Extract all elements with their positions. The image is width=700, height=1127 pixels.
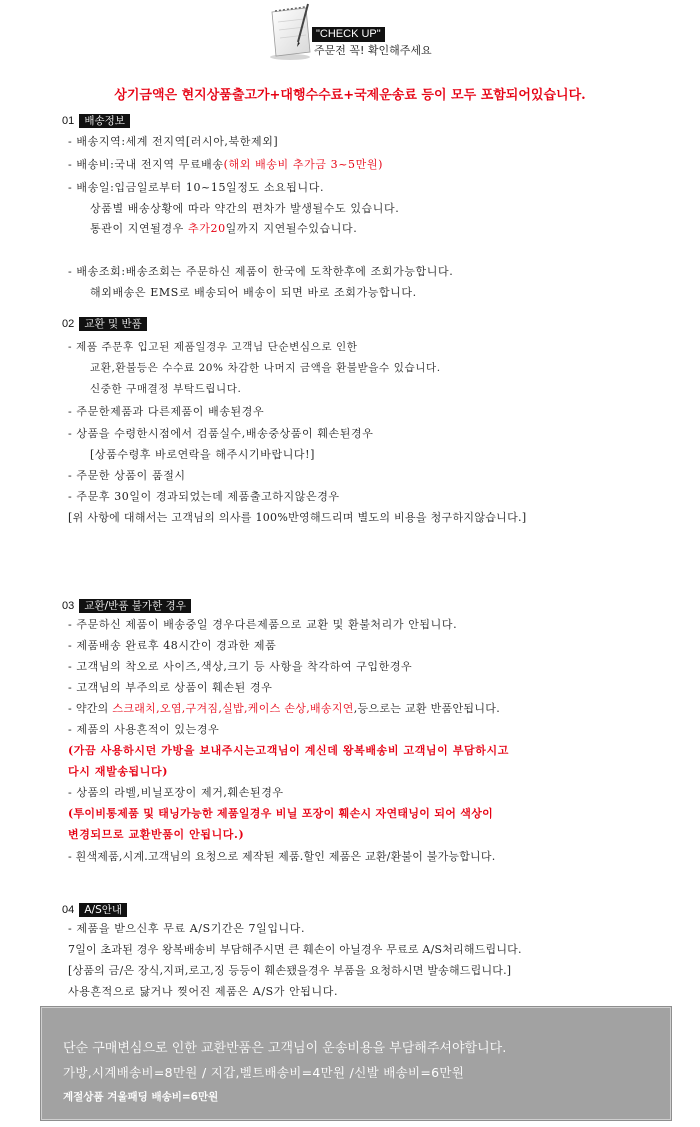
footer-return-notice: 단순 구매변심으로 인한 교환반품은 고객님이 운송비용을 부담해주셔야합니다. xyxy=(63,1041,507,1056)
no-exchange-line: - 상품의 라벨,비닐포장이 제거,훼손된경우 xyxy=(68,786,284,799)
section-heading-shipping xyxy=(62,110,130,127)
shipping-region-line: - 배송지역:세계 전지역[러시아,북한제외] xyxy=(68,135,279,148)
no-exchange-warning: (투이비통제품 및 태닝가능한 제품일경우 비닐 포장이 훼손시 자연태닝이 되어 색상이 xyxy=(68,807,494,820)
header xyxy=(0,0,700,75)
exchange-line: 신중한 구매결정 부탁드립니다. xyxy=(90,383,242,395)
section-title: 교환/반품 불가한 경우 xyxy=(79,599,191,613)
exchange-line: - 주문한제품과 다른제품이 배송된경우 xyxy=(68,405,265,418)
check-up-subtitle: 주문전 꼭! 확인해주세요 xyxy=(314,44,432,57)
section-title: 배송정보 xyxy=(79,114,130,128)
no-exchange-line: - 주문하신 제품이 배송중일 경우다른제품으로 교환 및 환불처리가 안됩니다. xyxy=(68,618,458,631)
exchange-line: - 주문한 상품이 품절시 xyxy=(68,469,186,482)
no-exchange-warning: 변경되므로 교환반품이 안됩니다.) xyxy=(68,828,245,841)
shipping-fee-line: - 배송비:국내 전지역 무료배송(해외 배송비 추가금 3~5만원) xyxy=(68,158,383,171)
no-exchange-line: - 흰색제품,시계.고객님의 요청으로 제작된 제품.할인 제품은 교환/환불이 불가능합니다. xyxy=(68,850,496,863)
exchange-line: 교환,환불등은 수수료 20% 차감한 나머지 금액을 환불받을수 있습니다. xyxy=(90,362,441,374)
exchange-line: - 상품을 수령한시점에서 검품실수,배송중상품이 훼손된경우 xyxy=(68,427,374,440)
price-notice: 상기금액은 현지상품출고가+대행수수료+국제운송료 등이 모두 포함되어있습니다. xyxy=(114,88,586,103)
tracking-line: - 배송조회:배송조회는 주문하신 제품이 한국에 도착한후에 조회가능합니다. xyxy=(68,265,454,278)
no-exchange-warning: 다시 재발송됩니다) xyxy=(68,765,169,778)
ems-tracking-line: 해외배송은 EMS로 배송되어 배송이 되면 바로 조회가능합니다. xyxy=(90,286,417,299)
check-up-badge: "CHECK UP" xyxy=(312,27,385,42)
shipping-cost-notice-box xyxy=(40,1006,672,1121)
customs-delay-line: 통관이 지연될경우 추가20일까지 지연될수있습니다. xyxy=(90,222,358,235)
no-exchange-line: - 약간의 스크래치,오염,구겨짐,실밥,케이스 손상,배송지연,등으로는 교환 반품안됩니다. xyxy=(68,702,501,715)
shipping-variance-line: 상품별 배송상황에 따라 약간의 편차가 발생될수도 있습니다. xyxy=(90,202,400,215)
as-line: - 제품을 받으신후 무료 A/S기간은 7일입니다. xyxy=(68,922,306,935)
no-exchange-line: - 제품배송 완료후 48시간이 경과한 제품 xyxy=(68,639,277,652)
section-number: 03 xyxy=(62,599,75,612)
no-exchange-line: - 고객님의 부주의로 상품이 훼손된 경우 xyxy=(68,681,273,694)
section-number: 02 xyxy=(62,317,75,330)
no-exchange-warning: (가끔 사용하시던 가방을 보내주시는고객님이 계신데 왕복배송비 고객님이 부담하시고 xyxy=(68,744,509,757)
no-exchange-line: - 제품의 사용흔적이 있는경우 xyxy=(68,723,220,736)
memo-pad-icon xyxy=(268,2,314,62)
shipping-days-line: - 배송일:입금일로부터 10~15일정도 소요됩니다. xyxy=(68,181,325,194)
as-line: [상품의 금/은 장식,지퍼,로고,징 등등이 훼손됐을경우 부품을 요청하시면 발송해드립니다.] xyxy=(68,964,512,977)
as-line: 7일이 초과된 경우 왕복배송비 부담해주시면 큰 훼손이 아닐경우 무료로 A/S처리해드립니다. xyxy=(68,943,522,956)
exchange-line: - 제품 주문후 입고된 제품일경우 고객님 단순변심으로 인한 xyxy=(68,341,358,353)
section-heading-as xyxy=(62,899,127,916)
section-heading-exchange xyxy=(62,313,147,330)
section-number: 01 xyxy=(62,114,75,127)
exchange-line: [상품수령후 바로연락을 해주시기바랍니다!] xyxy=(90,448,316,461)
section-heading-no-exchange xyxy=(62,595,191,612)
section-title: 교환 및 반품 xyxy=(79,317,146,331)
exchange-line: [위 사항에 대해서는 고객님의 의사를 100%반영해드리며 별도의 비용을 청구하지않습니다.] xyxy=(68,511,527,524)
no-exchange-line: - 고객님의 착오로 사이즈,색상,크기 등 사항을 착각하여 구입한경우 xyxy=(68,660,413,673)
exchange-line: - 주문후 30일이 경과되었는데 제품출고하지않은경우 xyxy=(68,490,340,503)
section-number: 04 xyxy=(62,903,75,916)
as-line: 사용흔적으로 닳거나 찢어진 제품은 A/S가 안됩니다. xyxy=(68,985,339,998)
section-title: A/S안내 xyxy=(79,903,127,917)
footer-shipping-fees: 가방,시계배송비=8만원 / 지갑,벨트배송비=4만원 /신발 배송비=6만원 xyxy=(63,1065,465,1080)
footer-season-fee: 계절상품 겨울패딩 배송비=6만원 xyxy=(63,1091,219,1103)
